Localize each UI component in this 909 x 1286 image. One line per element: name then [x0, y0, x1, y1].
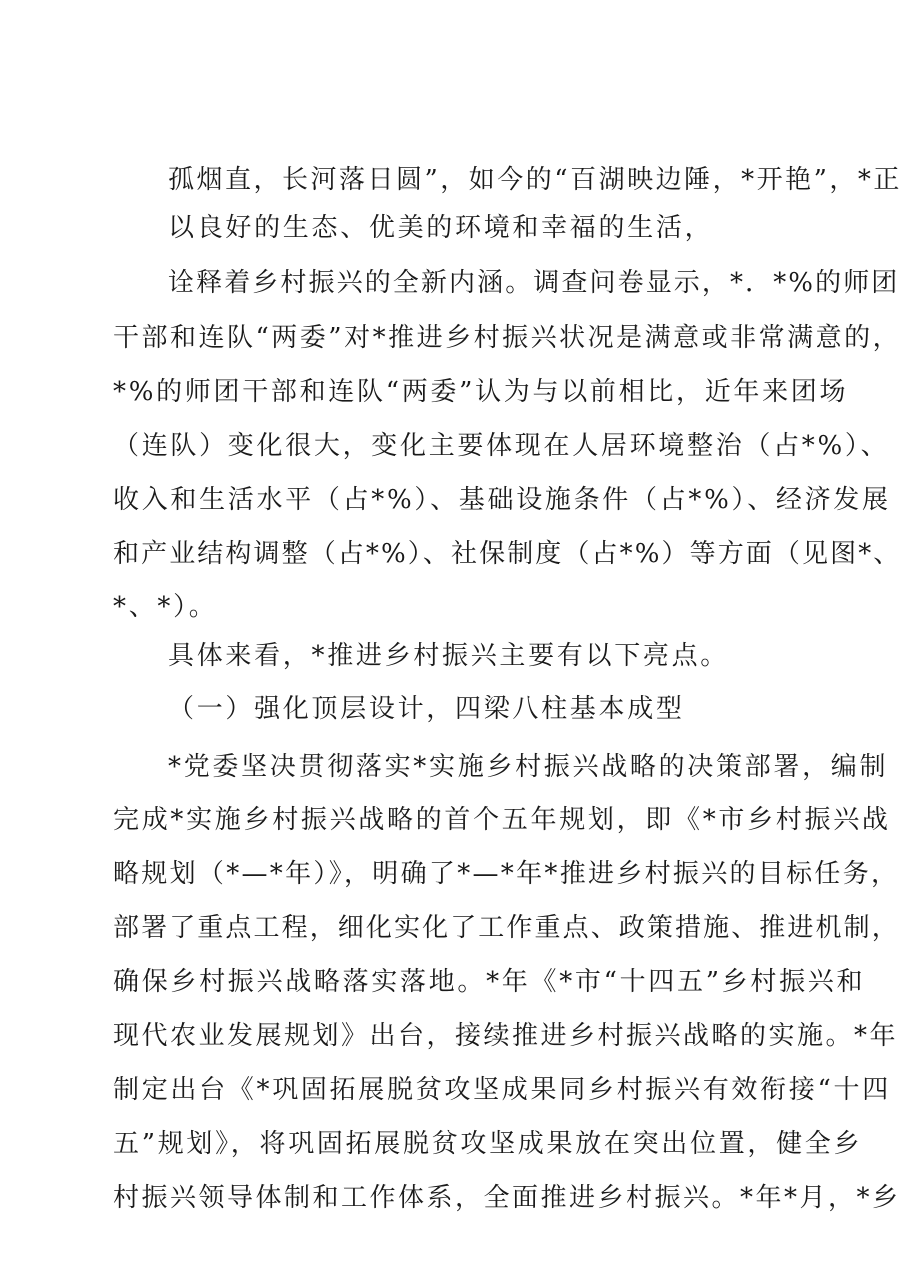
text-line: 以良好的生态、优美的环境和幸福的生活，	[168, 213, 714, 243]
text-line: *、*）。	[113, 592, 218, 622]
text-line: 现代农业发展规划》出台，接续推进乡村振兴战略的实施。*年	[113, 1021, 899, 1051]
text-line: 制定出台《*巩固拓展脱贫攻坚成果同乡村振兴有效衔接“十四	[113, 1075, 891, 1105]
text-line: 五”规划》，将巩固拓展脱贫攻坚成果放在突出位置，健全乡	[113, 1129, 863, 1159]
text-line: 干部和连队“两委”对*推进乡村振兴状况是满意或非常满意的，	[113, 323, 902, 353]
section-heading: （一）强化顶层设计，四梁八柱基本成型	[168, 694, 685, 724]
text-line: 部署了重点工程，细化实化了工作重点、政策措施、推进机制，	[113, 913, 900, 943]
text-line: 诠释着乡村振兴的全新内涵。调查问卷显示，*．*%的师团	[168, 268, 900, 298]
text-line: 和产业结构调整（占*%）、社保制度（占*%）等方面（见图*、	[113, 539, 902, 569]
text-line: 具体来看，*推进乡村振兴主要有以下亮点。	[168, 641, 730, 671]
text-line: *党委坚决贯彻落实*实施乡村振兴战略的决策部署，编制	[168, 752, 889, 782]
text-line: 完成*实施乡村振兴战略的首个五年规划，即《*市乡村振兴战	[113, 805, 891, 835]
text-line: 确保乡村振兴战略落实落地。*年《*市“十四五”乡村振兴和	[113, 967, 866, 997]
text-line: *%的师团干部和连队“两委”认为与以前相比，近年来团场	[113, 377, 849, 407]
text-line: 孤烟直，长河落日圆”，如今的“百湖映边陲，*开艳”，*正	[168, 165, 902, 195]
text-line: 收入和生活水平（占*%）、基础设施条件（占*%）、经济发展	[113, 485, 891, 515]
text-line: 村振兴领导体制和工作体系，全面推进乡村振兴。*年*月，*乡	[113, 1183, 901, 1213]
text-line: 略规划（*—*年）》，明确了*—*年*推进乡村振兴的目标任务，	[113, 859, 900, 889]
text-line: （连队）变化很大，变化主要体现在人居环境整治（占*%）、	[113, 431, 890, 461]
